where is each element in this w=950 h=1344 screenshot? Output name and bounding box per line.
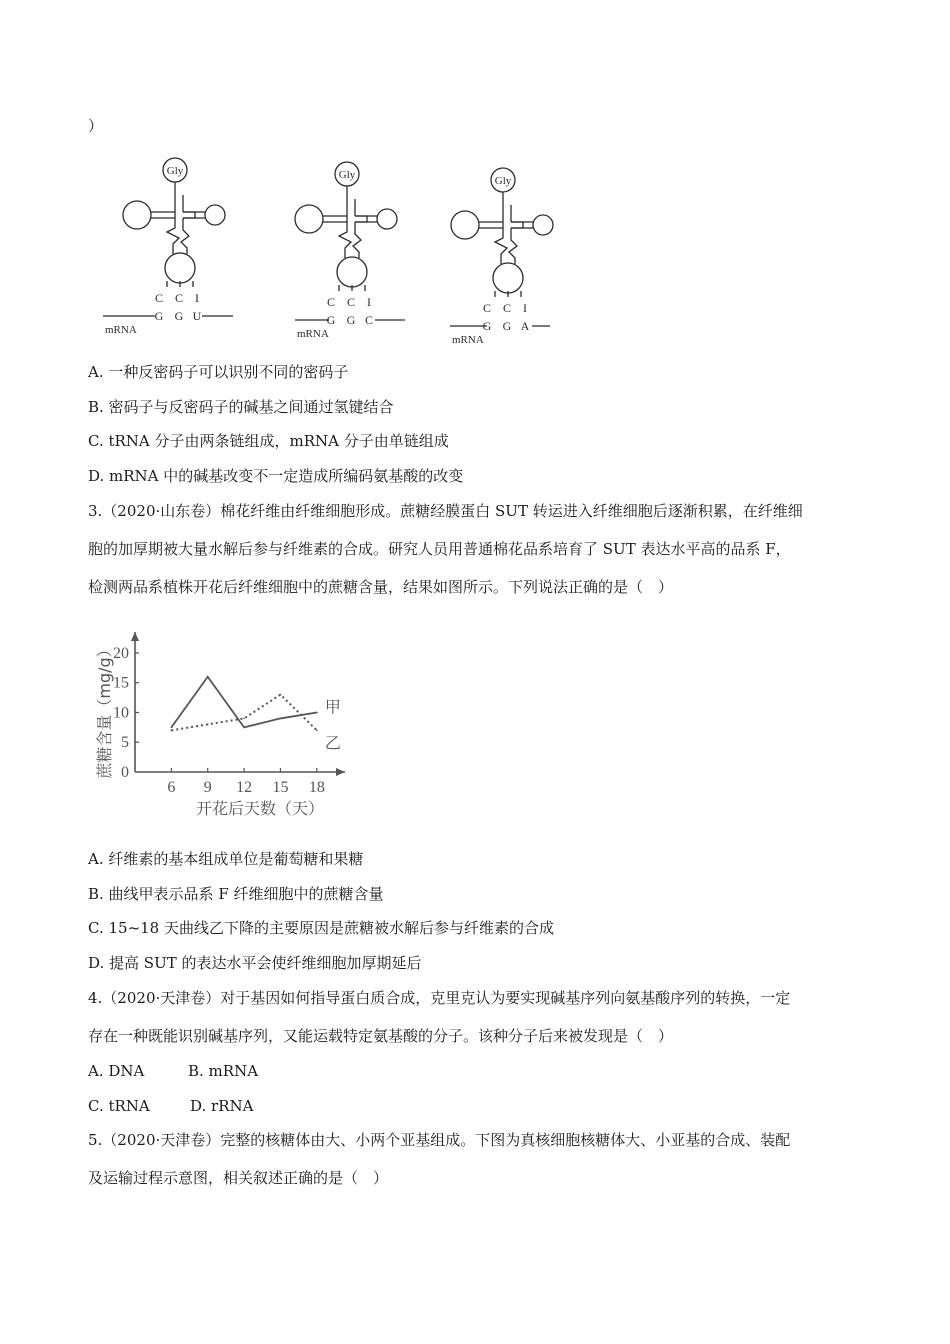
q4-stem-line2: 存在一种既能识别碱基序列，又能运载特定氨基酸的分子。该种分子后来被发现是（ ） <box>88 1027 674 1045</box>
sucrose-chart <box>88 622 358 822</box>
q3-stem-line2: 胞的加厚期被大量水解后参与纤维素的合成。研究人员用普通棉花品系培育了 SUT 表达水平高的品系 F， <box>88 540 791 558</box>
q2-option-d: D. mRNA 中的碱基改变不一定造成所编码氨基酸的改变 <box>88 467 464 485</box>
q4-option-c: C. tRNA <box>88 1097 150 1115</box>
q3-option-b: B. 曲线甲表示品系 F 纤维细胞中的蔗糖含量 <box>88 885 384 903</box>
data-point <box>316 712 318 714</box>
mrna-label: mRNA <box>452 334 484 346</box>
q3-option-d: D. 提高 SUT 的表达水平会使纤维细胞加厚期延后 <box>88 954 422 972</box>
series-line-yi <box>171 695 316 731</box>
x-tick-label: 6 <box>167 779 176 796</box>
data-point <box>207 676 209 678</box>
trna-figure <box>95 150 555 350</box>
codon-base: G <box>502 319 512 333</box>
data-point <box>171 730 173 732</box>
x-tick-label: 9 <box>203 779 212 796</box>
x-axis-arrow <box>336 768 345 776</box>
codon-base: A <box>520 319 530 333</box>
q4-option-a: A. DNA <box>88 1062 145 1080</box>
q3-option-a: A. 纤维素的基本组成单位是葡萄糖和果糖 <box>88 850 364 868</box>
q2-option-b: B. 密码子与反密码子的碱基之间通过氢键结合 <box>88 398 394 416</box>
data-point <box>171 727 173 729</box>
anticodon-base: I <box>523 301 527 315</box>
anticodon-base: C <box>174 291 184 305</box>
anticodon-base: C <box>346 295 356 309</box>
chart-x-label: 开花后天数（天） <box>195 799 325 818</box>
data-point <box>280 694 282 696</box>
trna-panel <box>295 162 405 340</box>
anticodon-base: C <box>502 301 512 315</box>
anticodon-base: I <box>195 291 199 305</box>
chart-y-label: 蔗糖含量（mg/g） <box>95 641 114 779</box>
data-point <box>207 724 209 726</box>
q2-option-c: C. tRNA 分子由两条链组成，mRNA 分子由单链组成 <box>88 432 449 450</box>
y-tick-label: 5 <box>121 734 129 752</box>
codon-base: C <box>364 313 374 327</box>
data-point <box>243 727 245 729</box>
codon-base: G <box>346 313 356 327</box>
codon-base: G <box>326 313 336 327</box>
y-axis-arrow <box>131 632 139 641</box>
mrna-label: mRNA <box>297 328 329 340</box>
data-point <box>316 730 318 732</box>
codon-base: G <box>482 319 492 333</box>
q3-stem-line1: 3.（2020·山东卷）棉花纤维由纤维细胞形成。蔗糖经膜蛋白 SUT 转运进入纤维细胞后逐渐积累，在纤维细 <box>88 502 803 520</box>
anticodon-base: C <box>326 295 336 309</box>
data-point <box>280 718 282 720</box>
q5-stem-line2: 及运输过程示意图，相关叙述正确的是（ ） <box>88 1169 389 1187</box>
x-tick-label: 12 <box>236 779 253 796</box>
x-tick-label: 15 <box>272 779 289 796</box>
anticodon-base: I <box>367 295 371 309</box>
series-label: 甲 <box>324 697 341 717</box>
q4-option-b: B. mRNA <box>188 1062 259 1080</box>
trna-panel <box>450 168 553 346</box>
codon-base: U <box>192 309 202 323</box>
data-point <box>243 718 245 720</box>
q5-stem-line1: 5.（2020·天津卷）完整的核糖体由大、小两个亚基组成。下图为真核细胞核糖体大、小亚基的合成、装配 <box>88 1131 791 1149</box>
q4-stem-line1: 4.（2020·天津卷）对于基因如何指导蛋白质合成，克里克认为要实现碱基序列向氨基酸序列的转换，一定 <box>88 989 791 1007</box>
q3-stem-line3: 检测两品系植株开花后纤维细胞中的蔗糖含量，结果如图所示。下列说法正确的是（ ） <box>88 578 674 596</box>
q3-option-c: C. 15~18 天曲线乙下降的主要原因是蔗糖被水解后参与纤维素的合成 <box>88 919 554 937</box>
amino-acid-label: Gly <box>166 165 184 177</box>
amino-acid-label: Gly <box>494 175 512 187</box>
anticodon-base: C <box>482 301 492 315</box>
trna-panel <box>103 158 233 336</box>
y-tick-label: 10 <box>113 704 129 722</box>
q4-option-d: D. rRNA <box>190 1097 254 1115</box>
x-tick-label: 18 <box>308 779 325 796</box>
mrna-label: mRNA <box>105 324 137 336</box>
codon-base: G <box>174 309 184 323</box>
y-tick-label: 0 <box>121 764 129 781</box>
series-line-jia <box>171 677 316 728</box>
top-paren: ） <box>88 117 104 135</box>
q2-option-a: A. 一种反密码子可以识别不同的密码子 <box>88 363 349 381</box>
series-label: 乙 <box>324 733 341 753</box>
amino-acid-label: Gly <box>338 169 356 181</box>
anticodon-base: C <box>154 291 164 305</box>
y-tick-label: 15 <box>113 674 129 692</box>
y-tick-label: 20 <box>113 644 129 662</box>
codon-base: G <box>154 309 164 323</box>
